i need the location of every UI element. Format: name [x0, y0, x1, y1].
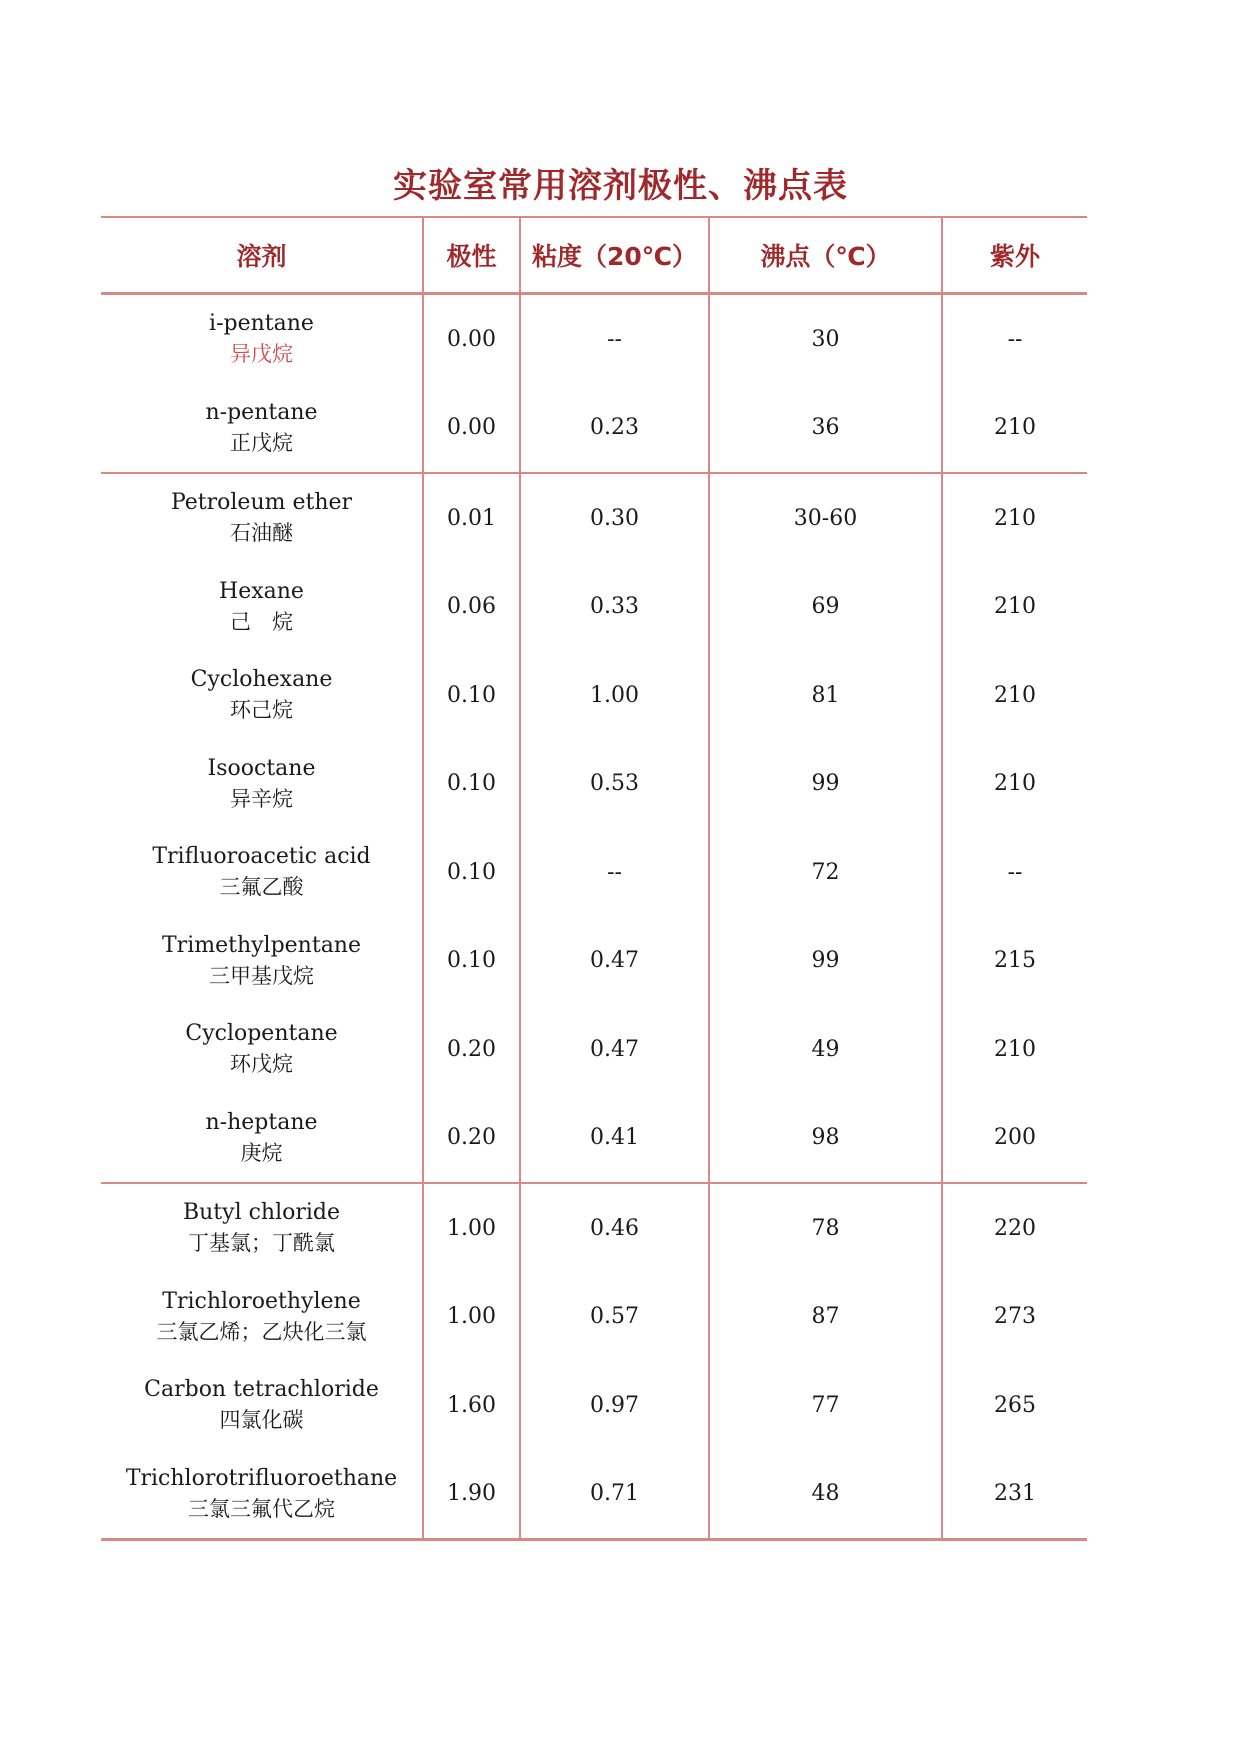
solvent-chinese-name: 三甲基戊烷	[209, 963, 314, 988]
table-row	[101, 740, 1087, 829]
solvent-name-cell	[101, 1094, 423, 1184]
table-row	[101, 1450, 1087, 1540]
solvent-name-cell	[101, 1450, 423, 1540]
polarity-cell: 1.00	[423, 1183, 520, 1273]
table-row	[101, 1273, 1087, 1362]
solvent-chinese-name: 石油醚	[230, 521, 293, 546]
table-row	[101, 1361, 1087, 1450]
solvent-english-name: Trifluoroacetic acid	[152, 844, 371, 870]
uv-cell: 220	[942, 1183, 1087, 1273]
polarity-cell: 0.01	[423, 473, 520, 563]
boiling-point-cell: 72	[709, 828, 942, 917]
boiling-point-cell: 98	[709, 1094, 942, 1184]
viscosity-cell: 0.46	[520, 1183, 709, 1273]
viscosity-cell: 0.33	[520, 563, 709, 652]
solvent-name-cell	[101, 828, 423, 917]
table-row	[101, 651, 1087, 740]
header-viscosity: 粘度（20℃）	[520, 217, 709, 294]
solvent-english-name: Carbon tetrachloride	[144, 1377, 379, 1403]
solvent-name-cell	[101, 651, 423, 740]
viscosity-cell: 0.57	[520, 1273, 709, 1362]
viscosity-cell: 0.23	[520, 384, 709, 474]
solvent-english-name: Butyl chloride	[182, 1200, 341, 1226]
boiling-point-cell: 30	[709, 294, 942, 384]
solvent-chinese-name: 正戊烷	[230, 430, 293, 455]
table-row	[101, 294, 1087, 384]
boiling-point-cell: 30-60	[709, 473, 942, 563]
solvent-english-name: Trichlorotrifluoroethane	[125, 1465, 398, 1491]
solvent-chinese-name: 异辛烷	[230, 786, 293, 811]
table-row	[101, 1183, 1087, 1273]
solvent-english-name: Trichloroethylene	[162, 1288, 361, 1314]
polarity-cell: 1.60	[423, 1361, 520, 1450]
uv-cell: 265	[942, 1361, 1087, 1450]
uv-cell: 200	[942, 1094, 1087, 1184]
solvent-english-name: Isooctane	[207, 755, 316, 781]
solvent-chinese-name: 异戊烷	[230, 342, 293, 367]
viscosity-cell: 0.53	[520, 740, 709, 829]
solvent-english-name: Trimethylpentane	[162, 932, 361, 958]
solvent-chinese-name: 丁基氯；丁酰氯	[188, 1231, 335, 1256]
uv-cell: 210	[942, 740, 1087, 829]
polarity-cell: 1.90	[423, 1450, 520, 1540]
polarity-cell: 1.00	[423, 1273, 520, 1362]
uv-cell: --	[942, 828, 1087, 917]
solvent-english-name: Cyclopentane	[185, 1021, 338, 1047]
polarity-cell: 0.20	[423, 1005, 520, 1094]
boiling-point-cell: 48	[709, 1450, 942, 1540]
page-title: 实验室常用溶剂极性、沸点表	[393, 166, 848, 206]
polarity-cell: 0.10	[423, 917, 520, 1006]
solvent-english-name: i-pentane	[209, 311, 314, 337]
solvent-name-cell	[101, 1273, 423, 1362]
solvent-chinese-name: 三氯三氟代乙烷	[188, 1496, 335, 1521]
boiling-point-cell: 36	[709, 384, 942, 474]
table-row	[101, 917, 1087, 1006]
polarity-cell: 0.20	[423, 1094, 520, 1184]
table-row	[101, 1094, 1087, 1184]
boiling-point-cell: 78	[709, 1183, 942, 1273]
viscosity-cell: 0.47	[520, 1005, 709, 1094]
uv-cell: 215	[942, 917, 1087, 1006]
uv-cell: 210	[942, 384, 1087, 474]
solvent-english-name: Cyclohexane	[190, 667, 333, 693]
boiling-point-cell: 77	[709, 1361, 942, 1450]
solvent-name-cell	[101, 294, 423, 384]
solvent-name-cell	[101, 384, 423, 474]
uv-cell: 210	[942, 473, 1087, 563]
uv-cell: 273	[942, 1273, 1087, 1362]
header-polarity: 极性	[423, 217, 520, 294]
table-row	[101, 563, 1087, 652]
uv-cell: 210	[942, 651, 1087, 740]
solvent-chinese-name: 环己烷	[230, 698, 293, 723]
solvent-english-name: Hexane	[219, 578, 304, 604]
solvent-name-cell	[101, 1005, 423, 1094]
header-row	[101, 217, 1087, 294]
polarity-cell: 0.00	[423, 384, 520, 474]
viscosity-cell: --	[520, 828, 709, 917]
uv-cell: 231	[942, 1450, 1087, 1540]
solvent-chinese-name: 三氯乙烯；乙炔化三氯	[156, 1319, 367, 1344]
solvent-name-cell	[101, 563, 423, 652]
boiling-point-cell: 99	[709, 917, 942, 1006]
uv-cell: 210	[942, 1005, 1087, 1094]
solvent-english-name: Petroleum ether	[170, 490, 353, 516]
polarity-cell: 0.10	[423, 651, 520, 740]
solvent-chinese-name: 环戊烷	[230, 1052, 293, 1077]
header-boiling-point: 沸点（℃）	[709, 217, 942, 294]
viscosity-cell: 0.97	[520, 1361, 709, 1450]
solvent-name-cell	[101, 473, 423, 563]
solvent-chinese-name: 己 烷	[230, 609, 293, 634]
solvent-name-cell	[101, 917, 423, 1006]
solvent-chinese-name: 三氟乙酸	[219, 875, 304, 900]
table-row	[101, 828, 1087, 917]
table-row	[101, 473, 1087, 563]
polarity-cell: 0.06	[423, 563, 520, 652]
solvent-english-name: n-heptane	[205, 1109, 318, 1135]
solvent-table	[101, 216, 1087, 1541]
boiling-point-cell: 87	[709, 1273, 942, 1362]
boiling-point-cell: 49	[709, 1005, 942, 1094]
solvent-name-cell	[101, 1183, 423, 1273]
table-row	[101, 1005, 1087, 1094]
boiling-point-cell: 99	[709, 740, 942, 829]
solvent-chinese-name: 四氯化碳	[219, 1408, 304, 1433]
boiling-point-cell: 69	[709, 563, 942, 652]
solvent-name-cell	[101, 740, 423, 829]
table-row	[101, 384, 1087, 474]
boiling-point-cell: 81	[709, 651, 942, 740]
polarity-cell: 0.10	[423, 740, 520, 829]
header-solvent: 溶剂	[101, 217, 423, 294]
viscosity-cell: 0.47	[520, 917, 709, 1006]
solvent-name-cell	[101, 1361, 423, 1450]
viscosity-cell: 1.00	[520, 651, 709, 740]
viscosity-cell: 0.30	[520, 473, 709, 563]
solvent-english-name: n-pentane	[205, 399, 318, 425]
uv-cell: 210	[942, 563, 1087, 652]
header-uv: 紫外	[942, 217, 1087, 294]
polarity-cell: 0.00	[423, 294, 520, 384]
viscosity-cell: --	[520, 294, 709, 384]
polarity-cell: 0.10	[423, 828, 520, 917]
viscosity-cell: 0.41	[520, 1094, 709, 1184]
uv-cell: --	[942, 294, 1087, 384]
solvent-chinese-name: 庚烷	[240, 1140, 283, 1165]
viscosity-cell: 0.71	[520, 1450, 709, 1540]
